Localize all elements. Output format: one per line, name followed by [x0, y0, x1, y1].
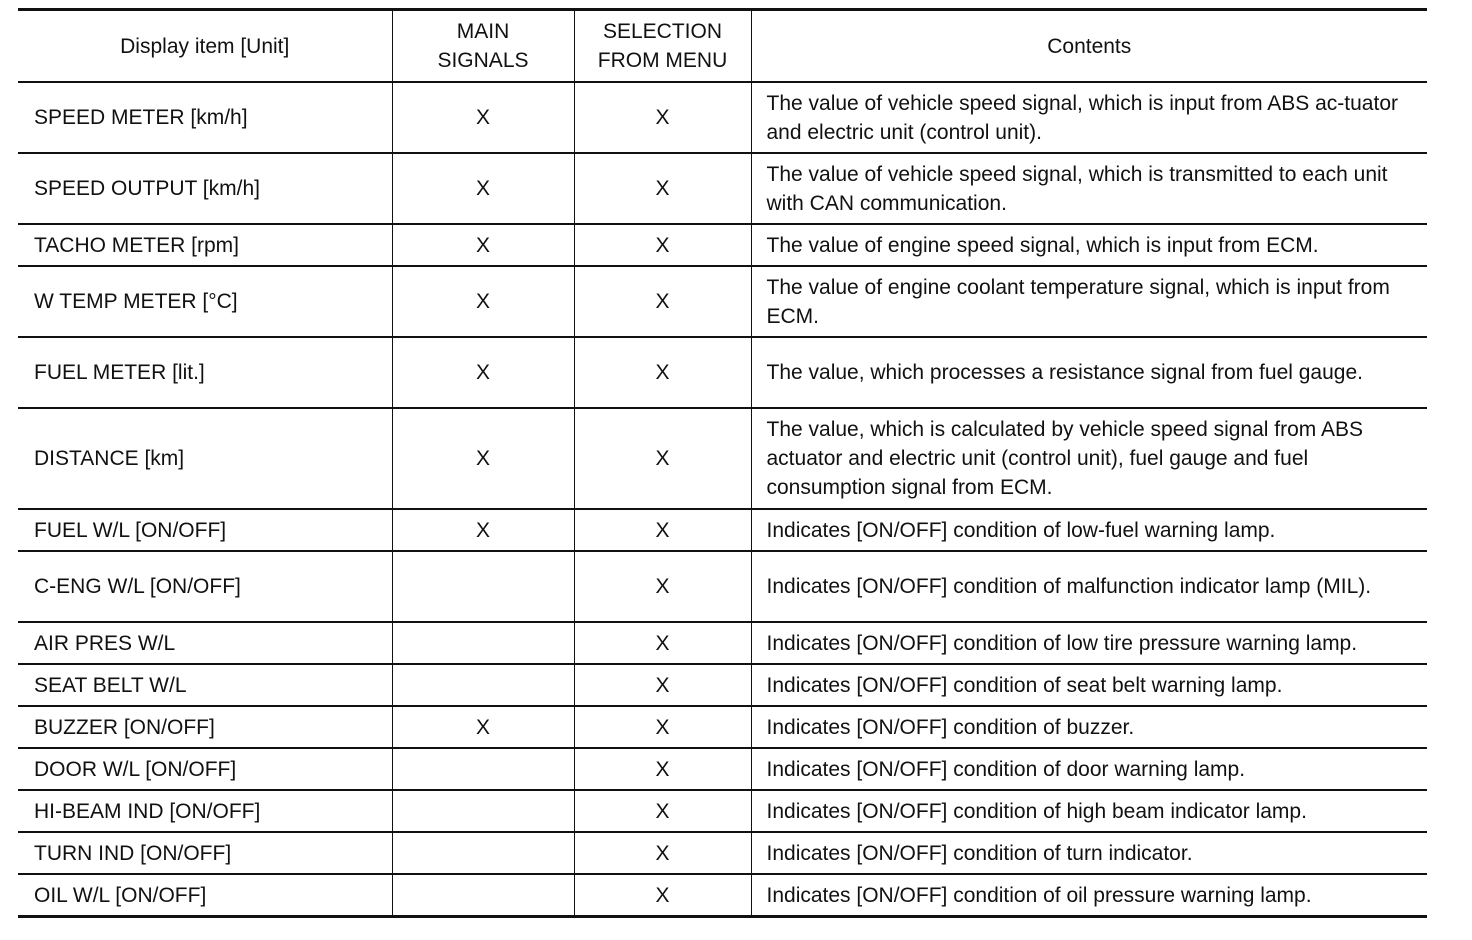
- header-selection-line2: FROM MENU: [597, 49, 728, 72]
- table-body: [18, 82, 1427, 917]
- display-item-table-container: [18, 8, 1427, 918]
- cell-selection: X: [574, 874, 751, 917]
- cell-display-item: FUEL METER [lit.]: [18, 337, 392, 408]
- cell-contents: Indicates [ON/OFF] condition of turn indicator.: [751, 832, 1427, 874]
- cell-selection: X: [574, 790, 751, 832]
- cell-selection: X: [574, 509, 751, 551]
- table-row: [18, 874, 1427, 917]
- cell-main-signals: X: [392, 408, 574, 509]
- header-main-signals-line1: MAIN: [456, 20, 510, 43]
- cell-contents: Indicates [ON/OFF] condition of low tire pressure warning lamp.: [751, 622, 1427, 664]
- table-header: [18, 10, 1427, 83]
- cell-selection: X: [574, 664, 751, 706]
- display-item-table: [18, 8, 1427, 918]
- cell-contents: Indicates [ON/OFF] condition of seat belt warning lamp.: [751, 664, 1427, 706]
- cell-contents: Indicates [ON/OFF] condition of malfunction indicator lamp (MIL).: [751, 551, 1427, 622]
- cell-contents: The value, which processes a resistance signal from fuel gauge.: [751, 337, 1427, 408]
- cell-main-signals: X: [392, 337, 574, 408]
- header-display-item-label: Display item [Unit]: [120, 34, 290, 58]
- cell-contents: The value of engine coolant temperature signal, which is input from ECM.: [751, 266, 1427, 337]
- table-row: [18, 664, 1427, 706]
- table-row: [18, 266, 1427, 337]
- header-main-signals: [392, 10, 574, 83]
- table-row: [18, 509, 1427, 551]
- cell-display-item: HI-BEAM IND [ON/OFF]: [18, 790, 392, 832]
- table-row: [18, 622, 1427, 664]
- cell-main-signals: [392, 832, 574, 874]
- cell-selection: X: [574, 408, 751, 509]
- cell-display-item: FUEL W/L [ON/OFF]: [18, 509, 392, 551]
- cell-display-item: SEAT BELT W/L: [18, 664, 392, 706]
- header-main-signals-line2: SIGNALS: [437, 49, 529, 72]
- cell-selection: X: [574, 551, 751, 622]
- cell-display-item: DOOR W/L [ON/OFF]: [18, 748, 392, 790]
- cell-selection: X: [574, 706, 751, 748]
- cell-main-signals: [392, 551, 574, 622]
- cell-main-signals: X: [392, 706, 574, 748]
- cell-contents: The value of vehicle speed signal, which is transmitted to each unit with CAN communication.: [751, 153, 1427, 224]
- cell-display-item: DISTANCE [km]: [18, 408, 392, 509]
- cell-display-item: OIL W/L [ON/OFF]: [18, 874, 392, 917]
- cell-contents: The value of vehicle speed signal, which is input from ABS ac-tuator and electric unit (control unit).: [751, 82, 1427, 153]
- cell-selection: X: [574, 82, 751, 153]
- table-row: [18, 337, 1427, 408]
- header-selection-line1: SELECTION: [602, 20, 723, 43]
- cell-selection: X: [574, 224, 751, 266]
- cell-main-signals: X: [392, 509, 574, 551]
- table-row: [18, 551, 1427, 622]
- cell-main-signals: [392, 622, 574, 664]
- cell-display-item: TACHO METER [rpm]: [18, 224, 392, 266]
- cell-display-item: TURN IND [ON/OFF]: [18, 832, 392, 874]
- cell-selection: X: [574, 832, 751, 874]
- cell-selection: X: [574, 153, 751, 224]
- cell-selection: X: [574, 337, 751, 408]
- cell-contents: Indicates [ON/OFF] condition of door warning lamp.: [751, 748, 1427, 790]
- cell-main-signals: X: [392, 82, 574, 153]
- cell-main-signals: [392, 874, 574, 917]
- cell-contents: Indicates [ON/OFF] condition of oil pressure warning lamp.: [751, 874, 1427, 917]
- cell-main-signals: [392, 664, 574, 706]
- table-row: [18, 224, 1427, 266]
- cell-display-item: W TEMP METER [°C]: [18, 266, 392, 337]
- cell-contents: The value, which is calculated by vehicle speed signal from ABS actuator and electric unit (control unit), fuel gauge and fuel consumption signal from ECM.: [751, 408, 1427, 509]
- header-contents-label: Contents: [1047, 34, 1132, 58]
- table-row: [18, 153, 1427, 224]
- cell-main-signals: X: [392, 266, 574, 337]
- header-contents: [751, 10, 1427, 83]
- cell-selection: X: [574, 266, 751, 337]
- table-row: [18, 832, 1427, 874]
- cell-contents: Indicates [ON/OFF] condition of buzzer.: [751, 706, 1427, 748]
- cell-contents: The value of engine speed signal, which is input from ECM.: [751, 224, 1427, 266]
- cell-main-signals: X: [392, 224, 574, 266]
- cell-selection: X: [574, 622, 751, 664]
- cell-main-signals: X: [392, 153, 574, 224]
- table-row: [18, 748, 1427, 790]
- header-display-item: [18, 10, 392, 83]
- cell-contents: Indicates [ON/OFF] condition of high beam indicator lamp.: [751, 790, 1427, 832]
- header-row: [18, 10, 1427, 83]
- cell-contents: Indicates [ON/OFF] condition of low-fuel warning lamp.: [751, 509, 1427, 551]
- table-row: [18, 82, 1427, 153]
- cell-display-item: C-ENG W/L [ON/OFF]: [18, 551, 392, 622]
- table-row: [18, 790, 1427, 832]
- cell-selection: X: [574, 748, 751, 790]
- cell-main-signals: [392, 748, 574, 790]
- cell-display-item: SPEED METER [km/h]: [18, 82, 392, 153]
- cell-display-item: AIR PRES W/L: [18, 622, 392, 664]
- cell-display-item: SPEED OUTPUT [km/h]: [18, 153, 392, 224]
- cell-main-signals: [392, 790, 574, 832]
- cell-display-item: BUZZER [ON/OFF]: [18, 706, 392, 748]
- table-row: [18, 706, 1427, 748]
- table-row: [18, 408, 1427, 509]
- header-selection-from-menu: [574, 10, 751, 83]
